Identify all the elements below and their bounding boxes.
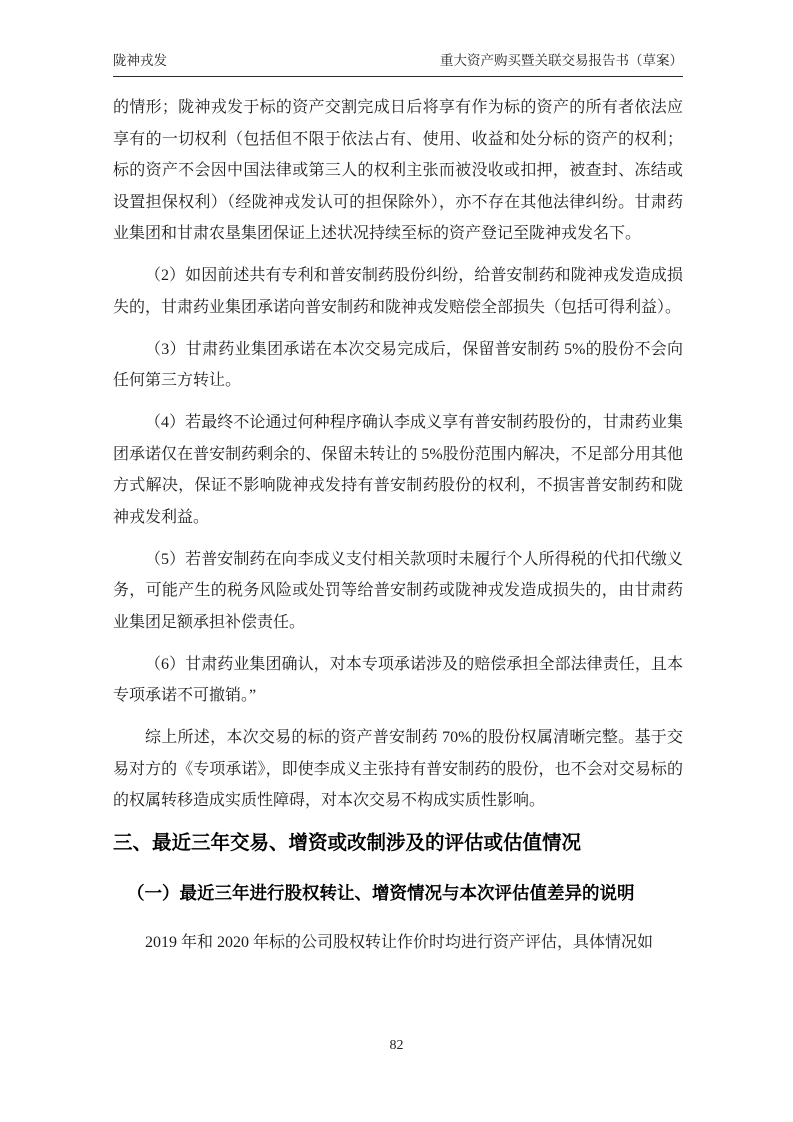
paragraph-continuation: 的情形；陇神戎发于标的资产交割完成日后将享有作为标的资产的所有者依法应享有的一切权利（包括但不限于依法占有、使用、收益和处分标的资产的权利；标的资产不会因中国法律或第三人的权利主张而被没收或扣押，被查封、冻结或设置担保权利）（经陇神戎发认可的担保除外），亦不存在其他法律纠纷。甘肃药业集团和甘肃农垦集团保证上述状况持续至标的资产登记至陇神戎发名下。: [113, 99, 683, 242]
page-header: [113, 52, 683, 77]
document-body: [113, 92, 683, 958]
paragraph-commitment-4: （4）若最终不论通过何种程序确认李成义享有普安制药股份的，甘肃药业集团承诺仅在普安制药剩余的、保留未转让的 5%股份范围内解决，不足部分用其他方式解决，保证不影响陇神戎发持有普安制药股份的权利，不损害普安制药和陇神戎发利益。: [113, 414, 683, 526]
paragraph-valuation-intro: 2019 年和 2020 年标的公司股权转让作价时均进行资产评估，具体情况如: [145, 933, 654, 951]
paragraph-commitment-3: （3）甘肃药业集团承诺在本次交易完成后，保留普安制药 5%的股份不会向任何第三方转让。: [113, 340, 683, 389]
paragraph-commitment-6: （6）甘肃药业集团确认，对本专项承诺涉及的赔偿承担全部法律责任，且本专项承诺不可撤销。”: [113, 655, 683, 704]
page-footer: [0, 1038, 793, 1054]
header-report-title: 重大资产购买暨关联交易报告书（草案）: [440, 53, 683, 68]
paragraph-commitment-5: （5）若普安制药在向李成义支付相关款项时未履行个人所得税的代扣代缴义务，可能产生的税务风险或处罚等给普安制药或陇神戎发造成损失的，由甘肃药业集团足额承担补偿责任。: [113, 550, 683, 631]
section-heading: 三、最近三年交易、增资或改制涉及的评估或估值情况: [113, 831, 582, 854]
subsection-heading: （一）最近三年进行股权转让、增资情况与本次评估值差异的说明: [127, 882, 635, 903]
header-company-name: 陇神戎发: [113, 53, 167, 68]
page-number: 82: [389, 1038, 404, 1053]
paragraph-conclusion: 综上所述，本次交易的标的资产普安制药 70%的股份权属清晰完整。基于交易对方的《专项承诺》，即使李成义主张持有普安制药的股份，也不会对交易标的的权属转移造成实质性障碍，对本次交易不构成实质性影响。: [113, 729, 683, 809]
paragraph-commitment-2: （2）如因前述共有专利和普安制药股份纠纷，给普安制药和陇神戎发造成损失的，甘肃药业集团承诺向普安制药和陇神戎发赔偿全部损失（包括可得利益）。: [113, 267, 683, 316]
